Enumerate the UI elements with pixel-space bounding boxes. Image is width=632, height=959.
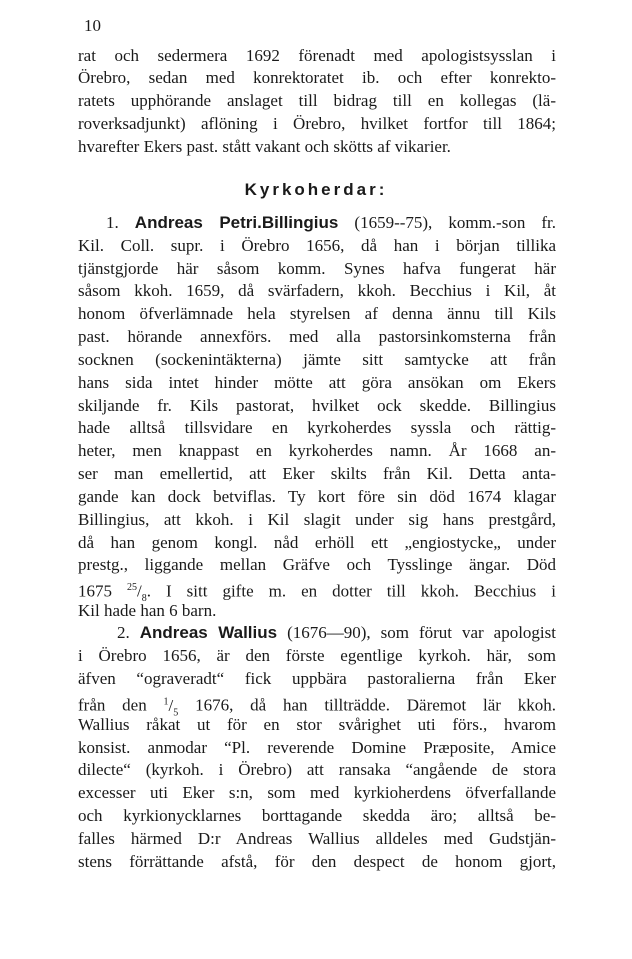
text-line: ratets upphörande anslaget till bidrag till en kollegas (lä- (78, 91, 556, 110)
death-line: 1675 $^{25}/_8$. I sitt gifte m. en dotter till kkoh. Becchius i (78, 581, 557, 605)
fraction: $^1/_5$ (163, 695, 179, 719)
text-line: då han genom kongl. nåd erhöll ett „engiostycke„ under (78, 533, 556, 552)
entry-2-first-line (117, 623, 556, 643)
text-line: dilecte“ (kyrkoh. i Örebro) att ransaka “angående de stora (78, 760, 556, 779)
text-line: hade alltså tillsvidare en kyrkoherdes syssla och rättig- (78, 418, 556, 437)
entry-name: Andreas Petri.Billingius (134, 213, 339, 232)
text-line: konsist. anmodar “Pl. reverende Domine Præposite, Amice (78, 738, 556, 757)
text-line: Örebro, sedan med konrektoratet ib. och efter konrekto- (78, 68, 556, 87)
page-number: 10 (84, 16, 101, 35)
text-line: heter, men knappast en kyrkoherdes namn. År 1668 an- (78, 441, 556, 460)
text-line: socknen (sockenintäkterna) jämte sitt samtycke att från (78, 350, 556, 369)
text-line: Wallius råkat ut för en stor svårighet uti förs., hvarom (78, 715, 556, 734)
entry-text: (1659--75), komm.-son fr. (354, 213, 556, 232)
text-line: och kyrkionycklarnes borttagande skedda äro; alltså be- (78, 806, 556, 825)
text-line: excesser uti Eker s:n, som med kyrkioherdens öfverfallande (78, 783, 556, 802)
text-line: falles härmed D:r Andreas Wallius alldeles med Gudstjän- (78, 829, 556, 848)
fraction-text: 1676, då han tillträdde. Däremot lär kkoh. (195, 695, 557, 715)
death-day: 25 (127, 582, 138, 593)
text-line: stens förrättande afstå, för den despect de honom gjort, (78, 852, 556, 871)
text-line: rat och sedermera 1692 förenadt med apologistsysslan i (78, 46, 556, 65)
text-line: i Örebro 1656, är den förste egentlige kyrkoh. här, som (78, 646, 556, 665)
text-line: Kil. Coll. supr. i Örebro 1656, då han i början tillika (78, 236, 556, 255)
text-line: hvarefter Ekers past. stått vakant och skötts af vikarier. (78, 137, 451, 156)
entry-number: 2. (117, 623, 130, 642)
fraction-prefix: från den (78, 695, 147, 715)
text-line: roverksadjunkt) aflöning i Örebro, hvilket fortfor till 1864; (78, 114, 556, 133)
text-line: skiljande fr. Kils pastorat, hvilket ock skedde. Billingius (78, 396, 556, 415)
entry-number: 1. (106, 213, 119, 232)
section-heading: Kyrkoherdar: (244, 180, 388, 199)
death-month: 8 (141, 593, 147, 605)
entry-text: (1676—90), som förut var apologist (287, 623, 556, 642)
text-line: gande kan dock betviflas. Ty kort före sin död 1674 klagar (78, 487, 556, 506)
text-line: past. hörande annexförs. med alla pastorsinkomsterna från (78, 327, 556, 346)
death-text: . I sitt gifte m. en dotter till kkoh. Becchius i (146, 581, 557, 601)
text-line: äfven “ograveradt“ fick uppbära pastoralierna från Eker (78, 669, 556, 688)
text-line: Kil hade han 6 barn. (78, 601, 217, 620)
fraction-denominator: 5 (173, 707, 179, 719)
text-line: honom öfverlämnade hela styrelsen af denna ännu till Kils (78, 304, 556, 323)
entry-name: Andreas Wallius (139, 623, 278, 642)
entry-1-first-line (106, 213, 556, 233)
death-year: 1675 (78, 581, 112, 601)
text-line: tjänstgjorde här såsom komm. Synes hafva fungerat här (78, 259, 556, 278)
text-line: såsom kkoh. 1659, då svärfadern, kkoh. Becchius i Kil, åt (78, 281, 556, 300)
text-line: Billingius, att kkoh. i Kil slagit under sig hans prestgård, (78, 510, 556, 529)
text-line: ser man emellertid, att Eker skilts från Kil. Detta anta- (78, 464, 556, 483)
text-line: prestg., liggande mellan Gräfve och Tysslinge ängar. Död (78, 555, 556, 574)
text-line: hans sida intet hinder mötte att göra ansökan om Ekers (78, 373, 556, 392)
fraction-numerator: 1 (163, 696, 169, 707)
